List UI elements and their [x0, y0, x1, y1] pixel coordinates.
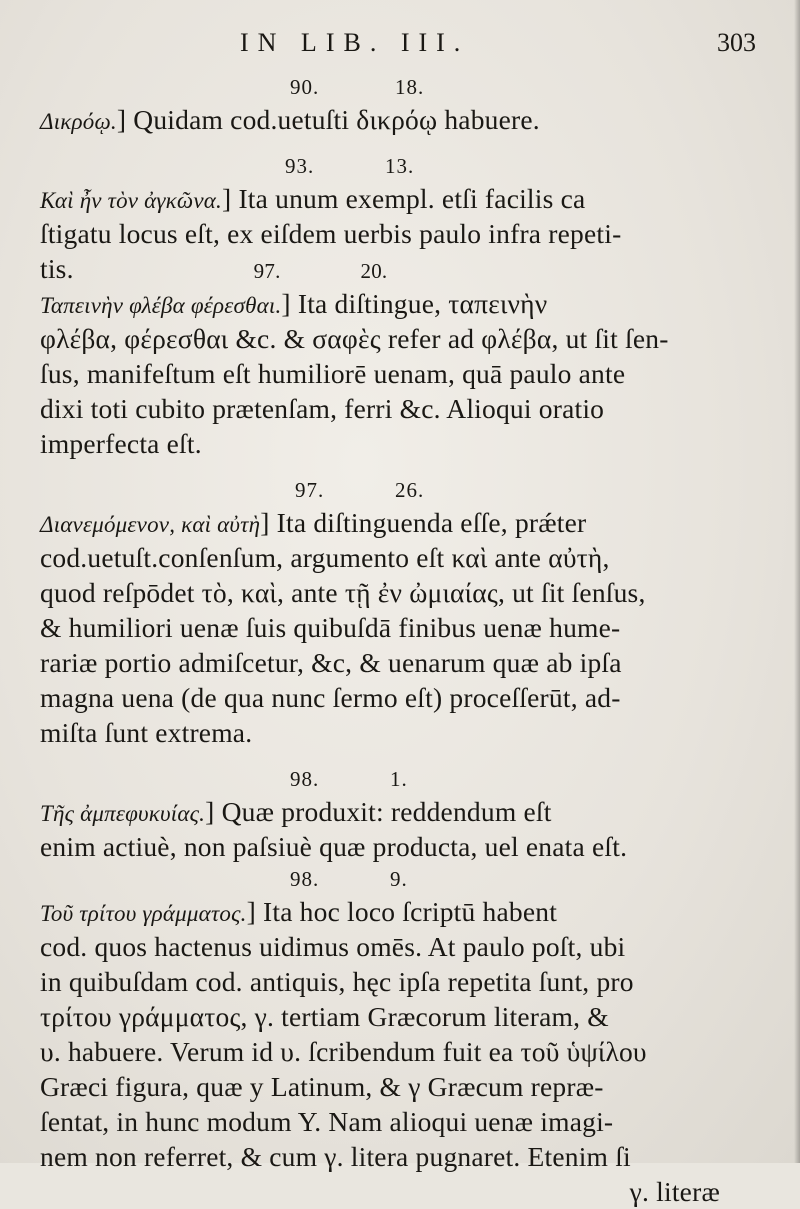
commentary-entry	[40, 151, 720, 286]
text-line: Τῆς ἀμπεφυκυίας.] Quæ produxit: reddendum eſt	[40, 796, 552, 827]
reference-page: 97.	[253, 259, 281, 283]
lemma: Τοῦ τρίτου γράμματος.	[40, 901, 247, 926]
text-line: τρίτου γράμματος, γ. tertiam Græcorum literam, &	[40, 1001, 609, 1032]
text-line: in quibuſdam cod. antiquis, hęc ipſa repetita ſunt, pro	[40, 966, 634, 997]
text-line: ſus, manifeſtum eſt humiliorē uenam, quā paulo ante	[40, 358, 626, 389]
reference-line-number: 26.	[395, 478, 425, 502]
text-line: dixi toti cubito prætenſam, ferri &c. Alioqui oratio	[40, 393, 605, 424]
text-line: υ. habuere. Verum id υ. ſcribendum fuit ea τοῦ ὑψίλου	[40, 1036, 647, 1067]
text-line-content: Ita diſtinguenda eſſe, prǽter	[276, 507, 587, 538]
text-line: quod reſpōdet τὸ, καὶ, ante τῇ ἐν ὠμιαίας, ut ſit ſenſus,	[40, 577, 646, 608]
text-line: cod. quos hactenus uidimus omēs. At paulo poſt, ubi	[40, 931, 626, 962]
reference-page: 98.	[290, 867, 320, 891]
reference-line	[40, 475, 720, 505]
commentary-entry	[40, 72, 720, 137]
lemma: Τῆς ἀμπεφυκυίας.	[40, 801, 206, 826]
lemma: Καὶ ἦν τὸν ἀγκῶνα.	[40, 188, 222, 213]
reference-page: 97.	[295, 478, 325, 502]
running-head	[0, 28, 800, 68]
catchword: γ. literæ	[629, 1176, 720, 1207]
text-line: rariæ portio admiſcetur, &c, & uenarum quæ ab ipſa	[40, 647, 622, 678]
running-title: IN LIB. III.	[240, 28, 470, 57]
text-line: Διανεμόμενον, καὶ αὐτὴ] Ita diſtinguenda eſſe, prǽter	[40, 507, 587, 538]
text-line: Καὶ ἦν τὸν ἀγκῶνα.] Ita unum exempl. etſi facilis ca	[40, 183, 586, 214]
reference-page: 93.	[285, 154, 315, 178]
reference-line-number: 9.	[390, 867, 408, 891]
reference-line	[40, 72, 720, 102]
text-line: Τοῦ τρίτου γράμματος.] Ita hoc loco ſcriptū habent	[40, 896, 558, 927]
text-line: Δικρόῳ.] Quidam cod.uetuſti δικρόῳ habuere.	[40, 104, 540, 135]
lemma: Ταπεινὴν φλέβα φέρεσθαι.	[40, 293, 282, 318]
reference-line	[40, 764, 720, 794]
lemma: Διανεμόμενον, καὶ αὐτὴ	[40, 512, 261, 537]
reference-line-number: 18.	[395, 75, 425, 99]
reference-page: 90.	[290, 75, 320, 99]
reference-page: 98.	[290, 767, 320, 791]
reference-line-number: 13.	[385, 154, 415, 178]
text-line: cod.uetuſt.conſenſum, argumento eſt καὶ ante αὐτὴ,	[40, 542, 610, 573]
commentary-entry	[40, 286, 720, 461]
text-line-content: Quidam cod.uetuſti δικρόῳ habuere.	[133, 104, 540, 135]
commentary-entry	[40, 764, 720, 864]
text-line: nem non referret, & cum γ. litera pugnaret. Etenim ſi	[40, 1141, 631, 1172]
text-line: Ταπεινὴν φλέβα φέρεσθαι.] Ita diſtingue, ταπεινὴν	[40, 288, 548, 319]
text-line-content: tis.	[40, 253, 74, 284]
text-line: enim actiuè, non paſsiuè quæ producta, uel enata eſt.	[40, 831, 628, 862]
commentary-entry	[40, 864, 720, 1209]
reference-line-number: 20.	[360, 259, 388, 283]
page-edge-shadow	[794, 0, 800, 1163]
text-line-content: Ita diſtingue, ταπεινὴν	[297, 288, 548, 319]
reference-line	[40, 151, 720, 181]
text-line: miſta ſunt extrema.	[40, 717, 253, 748]
page-number: 303	[717, 28, 756, 57]
commentary-entry	[40, 475, 720, 750]
text-line: Græci figura, quæ y Latinum, & γ Græcum repræ-	[40, 1071, 604, 1102]
lemma: Δικρόῳ.	[40, 109, 117, 134]
commentary-text	[40, 72, 720, 1209]
text-line-content: Ita hoc loco ſcriptū habent	[263, 896, 558, 927]
text-line: magna uena (de qua nunc ſermo eſt) proceſſerūt, ad-	[40, 682, 621, 713]
text-line-content: Ita unum exempl. etſi facilis ca	[238, 183, 586, 214]
text-line: imperfecta eſt.	[40, 428, 202, 459]
text-line: ſentat, in hunc modum Y. Nam alioqui uenæ imagi-	[40, 1106, 614, 1137]
text-line: φλέβα, φέρεσθαι &c. & σαφὲς refer ad φλέβα, ut ſit ſen-	[40, 323, 669, 354]
reference-line-number: 1.	[390, 767, 408, 791]
reference-line	[40, 864, 720, 894]
text-line	[40, 251, 720, 286]
text-line-content: Quæ produxit: reddendum eſt	[221, 796, 552, 827]
text-line: ſtigatu locus eſt, ex eiſdem uerbis paulo infra repeti-	[40, 218, 622, 249]
text-line: & humiliori uenæ ſuis quibuſdā finibus uenæ hume-	[40, 612, 621, 643]
